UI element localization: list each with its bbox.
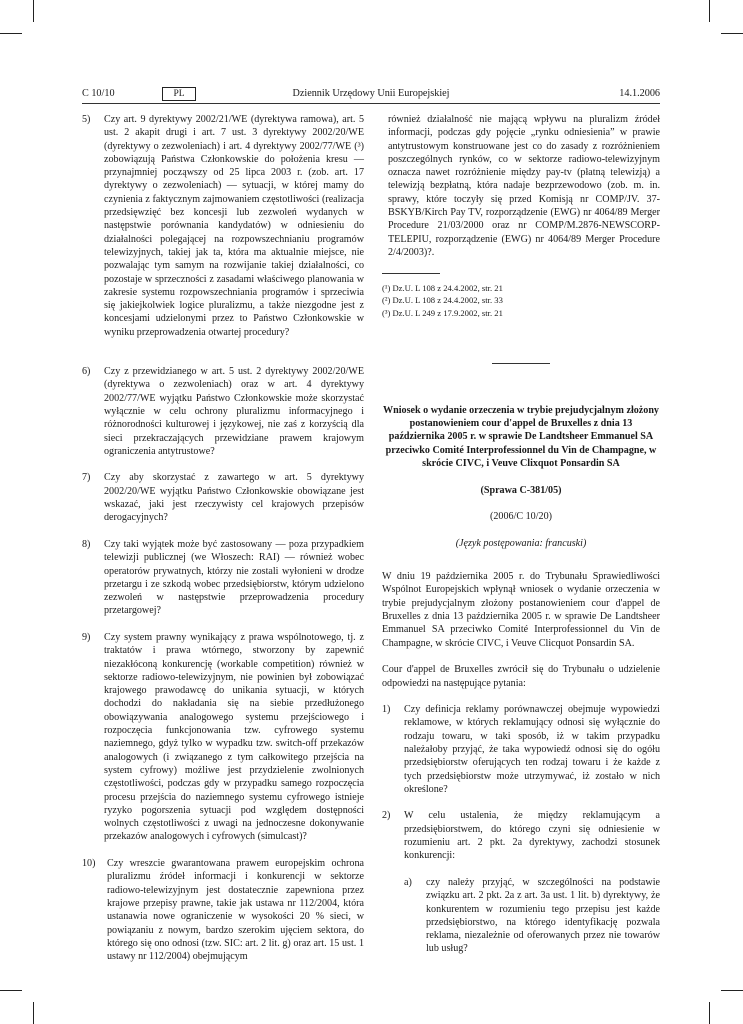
crop-mark: [33, 1002, 34, 1024]
crop-mark: [0, 990, 22, 991]
crop-mark: [33, 0, 34, 22]
crop-mark: [709, 1002, 710, 1024]
item-text: Czy definicja reklamy porównawczej obejmuje wypowiedzi reklamowe, w których reklamujący odnosi się wyłącznie do rodzaju towaru, w taki sposób, iż w takim przypadku należałoby przyjąć, że taka wypowiedź odnosi się do ogółu przedsiębiorstw oferujących ten rodzaj towaru i że każde z tych przedsiębiorstw może utrzymywać, iż zostało w nich określone?: [404, 704, 660, 795]
page-header: [82, 86, 660, 104]
question-item: [382, 703, 660, 796]
section-separator: [492, 363, 550, 364]
item-text: Czy taki wyjątek może być zastosowany — poza przypadkiem telewizji publicznej (we Włoszech: RAI) — również wobec operatorów prywatnych, którzy nie zostali wyłonieni w drodze przetargu i ze szkodą wobec przedsiębiorstw, którym udzielono zezwoleń w następstwie przeprowadzenia procedury przetargowej?: [104, 538, 364, 617]
footnote-rule: [382, 273, 440, 274]
question-item: [82, 857, 364, 963]
item-number: 7): [82, 472, 91, 484]
notice-reference: (2006/C 10/20): [490, 511, 552, 523]
sub-question: [404, 876, 660, 956]
case-number: (Sprawa C-381/05): [480, 484, 562, 496]
item-text: Czy system prawny wynikający z prawa wspólnotowego, tj. z traktatów i prawa wtórnego, stworzony by zapewnić niezakłóconą konkurencję (workable competition) również w sektorze radiowo-telewizyjnym, nie powinien był zobowiązać krajowego prawodawcę do unikania sytuacji, w których dochodzi do nakładania się na siebie przedłużonego obowiązywania analogowego systemu przejściowego i rozpoczęcia funkcjonowania tzw. cyfrowego systemu naziemnego, gdyż tylko w wypadku tzw. switch-off przekazów analogowych (i związanego z tym całkowitego przejścia na system cyfrowy) możliwe jest przydzielenie zwolnionych częstotliwości, podczas gdy w przypadku samego rozpoczęcia procesu przejścia do naziemnego systemu cyfrowego istnieje ryzyko pogorszenia sytuacji pod względem dostępności wolnych częstotliwości z uwagi na jednoczesne dokonywanie przekazów analogowych i cyfrowych (simulcast)?: [104, 631, 364, 843]
item-number: 5): [82, 114, 91, 125]
item-number: 1): [382, 704, 391, 716]
question-item: [82, 471, 364, 524]
item-text: Czy z przewidzianego w art. 5 ust. 2 dyrektywy 2002/20/WE (dyrektywa o zezwoleniach) oraz w art. 4 dyrektywy 2002/77/WE wyjątku Państwo Członkowskie może skorzystać wyłącznie w celu ochrony pluralizmu informacyjnego i różnorodności kulturowej i językowej, nie zaś z korzyścią dla sieci przekraczających przewidziane prawem krajowym ograniczenia antytrustowe?: [104, 366, 364, 457]
question-item: [82, 538, 364, 618]
item-number: 6): [82, 366, 91, 378]
notice-title: Wniosek o wydanie orzeczenia w trybie prejudycjalnym złożony postanowieniem cour d'appel de Bruxelles z dnia 13 października 2005 r. w sprawie De Landtsheer Emmanuel SA przeciwko Comité Interprofessionnel du Vin de Champagne, w skrócie CIVC, i Veuve Clixquot Ponsardin SA: [383, 404, 659, 470]
crop-mark: [721, 33, 743, 34]
question-item: [382, 809, 660, 955]
crop-mark: [0, 33, 22, 34]
header-rule: [82, 103, 660, 104]
item-text: Czy aby skorzystać z zawartego w art. 5 dyrektywy 2002/20/WE wyjątku Państwo Członkowskie obowiązane jest wskazać, jaki jest rzeczywisty cel krajowych przepisów derogacyjnych?: [104, 472, 364, 524]
item-number: 2): [382, 810, 391, 822]
left-column: [82, 113, 364, 977]
item-text: czy należy przyjąć, w szczególności na podstawie związku art. 2 pkt. 2a z art. 3a ust. 1 lit. b) dyrektywy, że konkurentem w rozumieniu tego przepisu jest każde przedsiębiorstwo, na którego identyfikację pozwala reklama, niezależnie od oferowanych przez nie towarów lub usług?: [426, 876, 660, 955]
language-badge: PL: [162, 87, 196, 101]
right-column: [382, 113, 660, 969]
item-number: 8): [82, 538, 91, 550]
journal-title: Dziennik Urzędowy Unii Europejskiej: [292, 88, 450, 99]
body-paragraph: Cour d'appel de Bruxelles zwrócił się do Trybunału o udzielenie odpowiedzi na następujące pytania:: [382, 664, 660, 689]
crop-mark: [721, 990, 743, 991]
crop-mark: [709, 0, 710, 22]
item-text: W celu ustalenia, że między reklamującym a przedsiębiorstwem, do którego czyni się odniesienie w rozumieniu art. 2 pkt. 2a dyrektywy, zachodzi stosunek konkurencji:: [404, 810, 660, 862]
body-paragraph: W dniu 19 października 2005 r. do Trybunału Sprawiedliwości Wspólnot Europejskich wpłynął wniosek o wydanie orzeczenia w trybie prejudycjalnym złożony postanowieniem cour d'appel de Bruxelles z dnia 13 października 2005 r. w sprawie De Landtsheer Emmanuel SA przeciwko Comité Interprofessionnel du Vin de Champagne, w skrócie CIVC, i Veuve Clicquot Ponsardin SA.: [382, 571, 660, 649]
item-number: 9): [82, 631, 91, 643]
item-text: Czy art. 9 dyrektywy 2002/21/WE (dyrektywa ramowa), art. 5 ust. 2 akapit drugi i art. 7 ust. 3 dyrektywy 2002/20/WE (dyrektywy o zezwoleniach) i art. 4 dyrektywy 2002/77/WE (³) zobowiązują Państwa Członkowskie do położenia kresu — przynajmniej począwszy od 25 lipca 2003 r. (zob. art. 17 dyrektywy o zezwoleniach) — sytuacji, w której mamy do czynienia z faktycznym zajmowaniem częstotliwości (realizacja przedsięwzięć bez koncesji lub zezwoleń wydanych w następstwie porównania kandydatów) w odniesieniu do działalności polegającej na rozpowszechnianiu programów telewizyjnych, takiej jak ta, która ma aktualnie miejsce, nie pozwalając tym samym na rozwijanie takiej działalności, co pozostaje w sprzeczności z zasadami właściwego planowania w zakresie systemu rozpowszechniania programów i sprzeciwia się jakiejkolwiek logice pluralizmu, a także niezgodne jest z koncesjami udzielonymi przez to Państwo Członkowskie w wyniku przeprowadzenia otwartej procedury?: [104, 114, 364, 338]
question-item: [82, 113, 364, 339]
question-item: [82, 365, 364, 458]
publication-date: 14.1.2006: [619, 88, 660, 99]
footnote: (³) Dz.U. L 249 z 17.9.2002, str. 21: [382, 307, 503, 318]
item-letter: a): [404, 876, 412, 888]
item-text: Czy wreszcie gwarantowana prawem europejskim ochrona pluralizmu źródeł informacji i konkurencji w sektorze radiowo-telewizyjnym jest dostatecznie zapewniona przez krajowe przepisy prawne, takie jak ustawa nr 112/2004, która ustanawia nowe ograniczenie w wysokości 20 % sieci, w powiązaniu z nowym, bardzo szerokim ujęciem sektora, do którego się ono odnosi (tzw. SIC: art. 2 lit. g) oraz art. 15 ust. 1 ustawy nr 112/2004) obejmującym: [107, 858, 364, 963]
page-reference: C 10/10: [82, 88, 115, 99]
continued-text: również działalność nie mającą wpływu na pluralizm źródeł informacji, podczas gdy pojęcie „rynku odniesienia” w prawie antytrustowym konstruowane jest co do zasady z rozróżnieniem poszczególnych rynków, co w sektorze radiowo-telewizyjnym oznacza nawet rozróżnienie między pay-tv (płatną telewizją) a telewizją bezpłatną, która nadaje bezprzewodowo (zob. m. in. sprawy, które toczyły się przed Komisją nr COMP/JV. 37-BSKYB/Kirch Pay TV, rozporządzenie (EWG) nr 4064/89 Merger Procedure 21/03/2000 oraz nr COMP/M.2876-NEWSCORP-TELEPIU, rozporządzenie (EWG) nr 4064/89 Merger Procedure 2/4/2003)?.: [388, 114, 660, 258]
footnote: (¹) Dz.U. L 108 z 24.4.2002, str. 21: [382, 283, 503, 294]
item-number: 10): [82, 858, 96, 870]
question-item: [82, 631, 364, 844]
language-of-case: (Język postępowania: francuski): [455, 537, 587, 549]
footnote: (²) Dz.U. L 108 z 24.4.2002, str. 33: [382, 295, 503, 306]
